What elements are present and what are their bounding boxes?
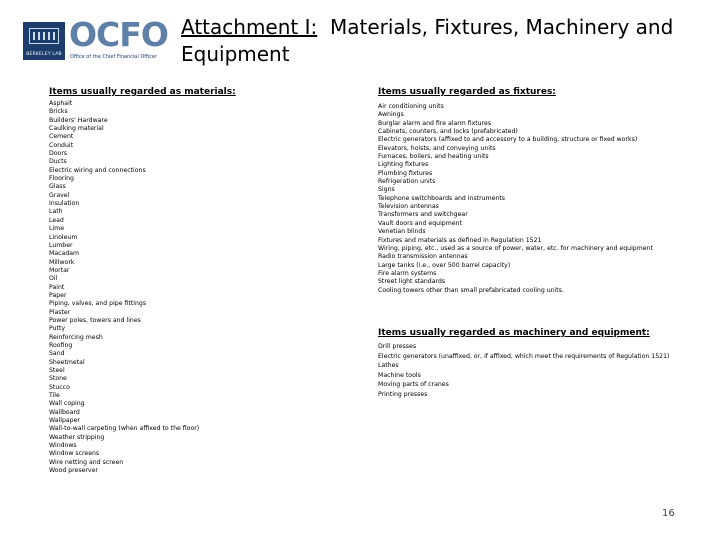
fixtures-list [378, 103, 653, 295]
fixtures-list-item: Cooling towers other than small prefabricated cooling units. [378, 286, 564, 294]
materials-list-item: Lead [49, 216, 64, 224]
materials-list-item: Bricks [49, 108, 68, 116]
materials-list-item: Reinforcing mesh [49, 333, 103, 341]
building-icon [29, 28, 59, 44]
materials-list-item: Plaster [49, 308, 71, 316]
materials-list-item: Ducts [49, 158, 67, 166]
fixtures-heading: Items usually regarded as fixtures: [378, 87, 556, 97]
fixtures-list-item: Air conditioning units [378, 103, 444, 110]
fixtures-list-item: Vault doors and equipment [378, 219, 462, 227]
materials-list-item: Windows [49, 442, 77, 450]
materials-list-item: Lath [49, 208, 63, 216]
materials-list-item: Lime [49, 225, 65, 233]
materials-list-item: Millwork [49, 258, 75, 266]
machinery-list-item: Moving parts of cranes [378, 381, 449, 389]
materials-list-item: Tile [49, 392, 60, 400]
fixtures-list-item: Refrigeration units [378, 178, 436, 186]
page-title [181, 14, 701, 68]
materials-list-item: Insulation [49, 200, 80, 208]
fixtures-list-item: Television antennas [378, 203, 439, 211]
fixtures-list-item: Burglar alarm and fire alarm fixtures [378, 119, 492, 127]
materials-list-item: Wallpaper [49, 417, 80, 425]
fixtures-list-item: Fire alarm systems [378, 269, 437, 277]
fixtures-list-item: Venetian blinds [378, 228, 426, 236]
machinery-heading: Items usually regarded as machinery and equipment: [378, 328, 650, 338]
materials-list-item: Paint [49, 283, 65, 291]
fixtures-list-item: Cabinets, counters, and locks (prefabricated) [378, 128, 518, 136]
fixtures-list-item: Telephone switchboards and instruments [378, 194, 505, 202]
materials-list-item: Wood preserver [49, 467, 98, 475]
fixtures-list-item: Radio transmission antennas [378, 253, 468, 261]
materials-list-item: Mortar [49, 266, 70, 274]
fixtures-list-item: Plumbing fixtures [378, 169, 433, 177]
materials-list-item: Weather stripping [49, 433, 105, 441]
materials-list-item: Stone [49, 375, 67, 383]
materials-list-item: Roofing [49, 341, 73, 349]
fixtures-list-item: Electric generators (affixed to and accessory to a building, structure or fixed works) [378, 136, 638, 144]
materials-list [49, 100, 199, 475]
materials-list-item: Wall-to-wall carpeting (when affixed to the floor) [49, 425, 200, 433]
materials-list-item: Flooring [49, 175, 74, 183]
machinery-list-item: Printing presses [378, 390, 428, 398]
fixtures-list-item: Wiring, piping, etc., used as a source of power, water, etc. for machinery and equipment [378, 244, 653, 252]
fixtures-list-item: Elevators, hoists, and conveying units [378, 144, 496, 152]
materials-list-item: Sheetmetal [49, 358, 85, 366]
materials-list-item: Wallboard [49, 408, 80, 416]
materials-list-item: Piping, valves, and pipe fittings [49, 300, 147, 308]
machinery-list [378, 342, 669, 400]
materials-list-item: Stucco [49, 383, 70, 391]
materials-heading: Items usually regarded as materials: [49, 87, 236, 97]
materials-list-item: Paper [49, 291, 67, 299]
fixtures-list-item: Transformers and switchgear [378, 211, 468, 219]
logo-subtitle: Office of the Chief Financial Officer [70, 54, 157, 60]
fixtures-list-item: Large tanks (i.e., over 500 barrel capacity) [378, 261, 511, 269]
materials-list-item: Cement [49, 133, 74, 141]
fixtures-list-item: Signs [378, 186, 395, 194]
materials-list-item: Glass [49, 183, 66, 191]
materials-list-item: Wall coping [49, 400, 85, 408]
materials-list-item: Electric wiring and connections [49, 166, 146, 174]
berkeley-lab-logo [23, 22, 65, 60]
materials-list-item: Linoleum [49, 233, 78, 241]
materials-list-item: Gravel [49, 191, 70, 199]
page-number: 16 [662, 508, 675, 519]
title-prefix: Attachment I: [181, 15, 318, 39]
materials-list-item: Window screens [49, 450, 100, 458]
fixtures-list-item: Street light standards [378, 278, 446, 286]
materials-list-item: Conduit [49, 141, 74, 149]
logo-lab-text: BERKELEY LAB [26, 52, 62, 57]
fixtures-list-item: Awnings [378, 111, 404, 119]
machinery-list-item: Drill presses [378, 343, 417, 350]
machinery-list-item: Machine tools [378, 371, 421, 379]
materials-list-item: Doors [49, 150, 68, 158]
fixtures-list-item: Lighting fixtures [378, 161, 429, 169]
machinery-list-item: Lathes [378, 362, 399, 370]
materials-list-item: Caulking material [49, 125, 104, 133]
materials-list-item: Oil [49, 275, 58, 283]
materials-list-item: Putty [49, 325, 66, 333]
materials-list-item: Wire netting and screen [49, 458, 124, 466]
materials-list-item: Macadam [49, 250, 80, 258]
materials-list-item: Builders' Hardware [49, 116, 108, 124]
materials-list-item: Steel [49, 367, 65, 374]
fixtures-list-item: Furnaces, boilers, and heating units [378, 153, 489, 161]
materials-list-item: Power poles, towers and lines [49, 316, 141, 324]
fixtures-list-item: Fixtures and materials as defined in Regulation 1521 [378, 236, 542, 244]
materials-list-item: Asphalt [49, 100, 73, 107]
title-rest: Materials, Fixtures, Machinery and Equipment [181, 15, 674, 66]
materials-list-item: Lumber [49, 241, 73, 249]
ocfo-logo [23, 15, 168, 64]
machinery-list-item: Electric generators (unaffixed, or, if affixed, which meet the requirements of Regulation 1521) [378, 352, 670, 360]
logo-wordmark: OCFO [69, 15, 168, 54]
materials-list-item: Sand [49, 350, 65, 358]
